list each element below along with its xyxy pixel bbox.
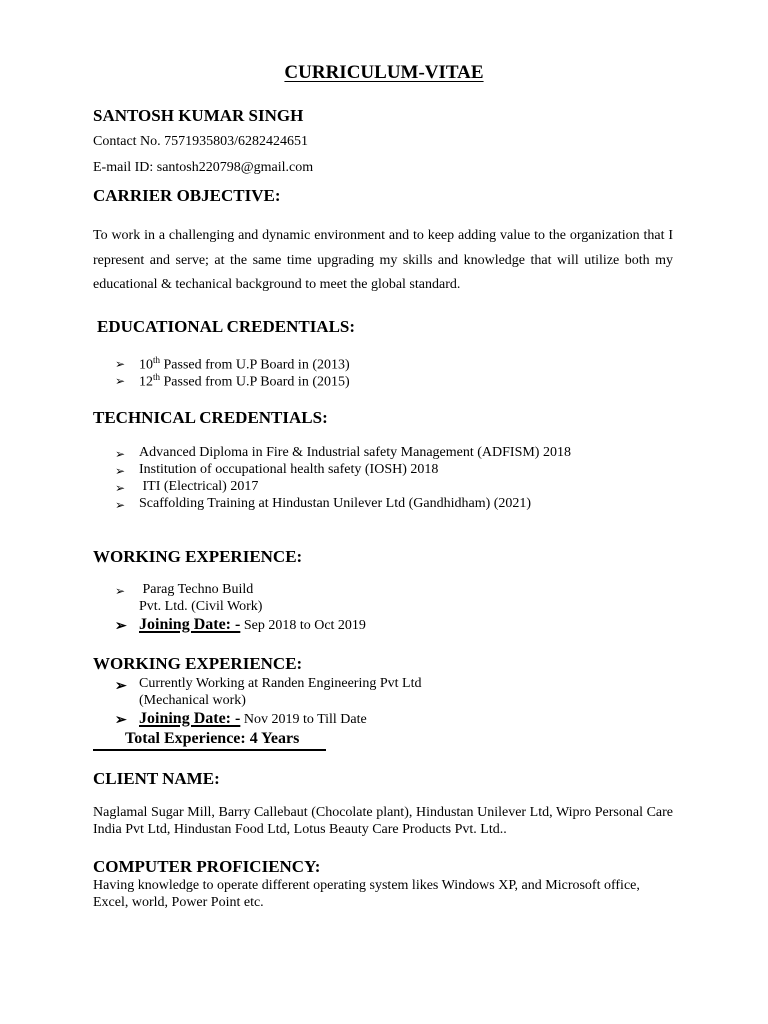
clients-text: Naglamal Sugar Mill, Barry Callebaut (Chocolate plant), Hindustan Unilever Ltd, Wipro Personal Care India Pvt Ltd, Hindustan Food Ltd, Lotus Beauty Care Products Pvt. Ltd.. xyxy=(93,805,673,837)
technical-heading: TECHNICAL CREDENTIALS: xyxy=(93,408,328,427)
education-item: 10th Passed from U.P Board in (2013) xyxy=(139,355,350,373)
experience-company-detail: (Mechanical work) xyxy=(139,693,246,708)
education-heading: EDUCATIONAL CREDENTIALS: xyxy=(97,317,356,336)
joining-date xyxy=(139,710,367,728)
technical-item: ITI (Electrical) 2017 xyxy=(139,479,259,494)
total-experience: Total Experience: 4 Years xyxy=(125,730,300,747)
technical-item: Advanced Diploma in Fire & Industrial safety Management (ADFISM) 2018 xyxy=(139,445,571,460)
experience-bullet-icon: ➢ xyxy=(115,584,126,598)
clients-heading: CLIENT NAME: xyxy=(93,769,220,788)
technical-bullet-icon: ➢ xyxy=(115,464,126,478)
technical-bullet-icon: ➢ xyxy=(115,498,126,512)
page-title: CURRICULUM-VITAE xyxy=(284,62,484,83)
objective-heading: CARRIER OBJECTIVE: xyxy=(93,186,281,205)
joining-date-value: Nov 2019 to Till Date xyxy=(240,712,367,727)
technical-item: Institution of occupational health safety (IOSH) 2018 xyxy=(139,462,439,477)
experience-heading: WORKING EXPERIENCE: xyxy=(93,547,303,566)
experience-bullet-icon: ➢ xyxy=(115,619,127,634)
technical-bullet-icon: ➢ xyxy=(115,447,126,461)
objective-text: To work in a challenging and dynamic environment and to keep adding value to the organization that I represent and serve; at the same time upgrading my skills and knowledge that will utilize both my educational & techanical background to meet the global standard. xyxy=(93,228,673,292)
computer-text: Having knowledge to operate different operating system likes Windows XP, and Microsoft office, Excel, world, Power Point etc. xyxy=(93,878,640,910)
email-address: E-mail ID: santosh220798@gmail.com xyxy=(93,160,314,175)
education-item: 12th Passed from U.P Board in (2015) xyxy=(139,372,350,390)
experience-company-detail: Pvt. Ltd. (Civil Work) xyxy=(139,599,263,614)
experience-company: Currently Working at Randen Engineering Pvt Ltd xyxy=(139,676,422,691)
candidate-name: SANTOSH KUMAR SINGH xyxy=(93,106,304,125)
experience-company: Parag Techno Build xyxy=(139,582,254,597)
education-bullet-icon: ➢ xyxy=(115,374,126,388)
technical-item: Scaffolding Training at Hindustan Unilever Ltd (Gandhidham) (2021) xyxy=(139,496,532,511)
experience-bullet-icon: ➢ xyxy=(115,679,127,694)
computer-heading: COMPUTER PROFICIENCY: xyxy=(93,857,321,876)
experience-heading: WORKING EXPERIENCE: xyxy=(93,654,303,673)
joining-date-label: Joining Date: - xyxy=(139,710,241,727)
experience-bullet-icon: ➢ xyxy=(115,713,127,728)
joining-date-value: Sep 2018 to Oct 2019 xyxy=(240,618,366,633)
joining-date-label: Joining Date: - xyxy=(139,616,241,633)
contact-number: Contact No. 7571935803/6282424651 xyxy=(93,134,309,149)
joining-date xyxy=(139,616,366,634)
education-bullet-icon: ➢ xyxy=(115,357,126,371)
technical-bullet-icon: ➢ xyxy=(115,481,126,495)
